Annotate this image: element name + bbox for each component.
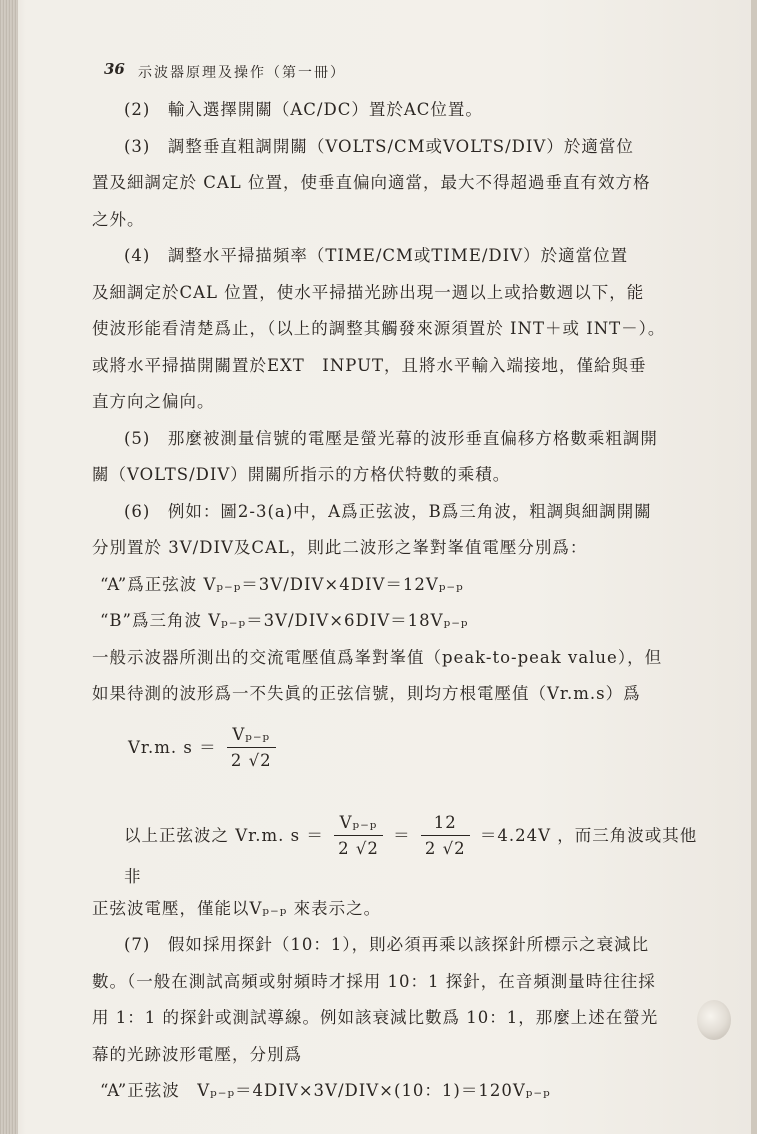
text-line: 關（VOLTS/DIV）開關所指示的方格伏特數的乘積。: [92, 465, 511, 484]
rms-example-formula: [92, 803, 698, 891]
text-line: 或將水平掃描開關置於EXT INPUT，且將水平輸入端接地，僅給與垂: [92, 355, 647, 375]
fraction: [334, 811, 383, 862]
text-line: “A”正弦波 Vₚ₋ₚ＝4DIV×3V/DIV×(10：1)＝120Vₚ₋ₚ: [100, 1081, 551, 1100]
page-number: 36: [104, 60, 125, 78]
text-line: 直方向之偏向。: [92, 392, 215, 411]
text-line: 一般示波器所測出的交流電壓值爲峯對峯值（peak-to-peak value），但: [92, 647, 663, 667]
page-stack-edge: [0, 0, 18, 1134]
formula-suffix: ＝4.24V ，而三角波或其他非: [124, 825, 698, 886]
text-line: 如果待測的波形爲一不失眞的正弦信號，則均方根電壓值（Vr.m.s）爲: [92, 684, 641, 703]
text-line: 之外。: [92, 209, 145, 229]
text-line: (2) 輸入選擇開關（AC/DC）置於AC位置。: [124, 100, 483, 119]
page-blemish: [697, 1000, 731, 1040]
text-line: (4) 調整水平掃描頻率（TIME/CM或TIME/DIV）於適當位置: [124, 246, 629, 265]
formula-prefix: 以上正弦波之 Vr.m. s ＝: [124, 825, 324, 845]
text-line: 置及細調定於 CAL 位置，使垂直偏向適當，最大不得超過垂直有效方格: [92, 173, 651, 192]
text-line: 及細調定於CAL 位置，使水平掃描光跡出現一週以上或拾數週以下，能: [92, 282, 645, 302]
text-line: “B”爲三角波 Vₚ₋ₚ＝3V/DIV×6DIV＝18Vₚ₋ₚ: [100, 611, 469, 630]
text-line: (7) 假如採用探針（10：1），則必須再乘以該探針所標示之衰減比: [124, 935, 650, 954]
text-line: (6) 例如：圖2-3(a)中，A爲正弦波，B爲三角波，粗調與細調開關: [124, 501, 652, 521]
text-line: 正弦波電壓，僅能以Vₚ₋ₚ 來表示之。: [92, 898, 382, 918]
text-line: 幕的光跡波形電壓，分別爲: [92, 1044, 302, 1064]
text-line: 數。（一般在測試高頻或射頻時才採用 10：1 探針，在音頻測量時往往採: [92, 971, 656, 991]
fraction-denominator: 2 √2: [338, 838, 379, 858]
fraction-denominator: 2 √2: [230, 750, 272, 770]
fraction: [421, 811, 470, 862]
rms-formula: [92, 713, 698, 803]
text-line: “A”爲正弦波 Vₚ₋ₚ＝3V/DIV×4DIV＝12Vₚ₋ₚ: [100, 574, 464, 594]
text-line: 用 1：1 的探針或測試導線。例如該衰減比數爲 10：1，那麼上述在螢光: [92, 1008, 659, 1027]
body-text: [92, 92, 698, 1110]
text-line: (5) 那麼被測量信號的電壓是螢光幕的波形垂直偏移方格數乘粗調開: [124, 428, 658, 448]
fraction-numerator: 12: [421, 811, 470, 836]
fraction: [227, 723, 276, 774]
running-header: 示波器原理及操作（第一冊）: [138, 65, 346, 81]
fraction-denominator: 2 √2: [424, 838, 466, 858]
fraction-numerator: Vₚ₋ₚ: [227, 723, 276, 748]
text-line: 分別置於 3V/DIV及CAL，則此二波形之峯對峯值電壓分別爲：: [92, 538, 588, 557]
formula-lhs: Vr.m. s ＝: [128, 737, 217, 757]
equals-sign: ＝: [393, 825, 411, 845]
text-line: 使波形能看清楚爲止，（以上的調整其觸發來源須置於 INT＋或 INT－）。: [92, 319, 666, 338]
fraction-numerator: Vₚ₋ₚ: [334, 811, 383, 836]
text-line: (3) 調整垂直粗調開關（VOLTS/CM或VOLTS/DIV）於適當位: [124, 136, 634, 156]
page-right-edge: [751, 0, 757, 1134]
